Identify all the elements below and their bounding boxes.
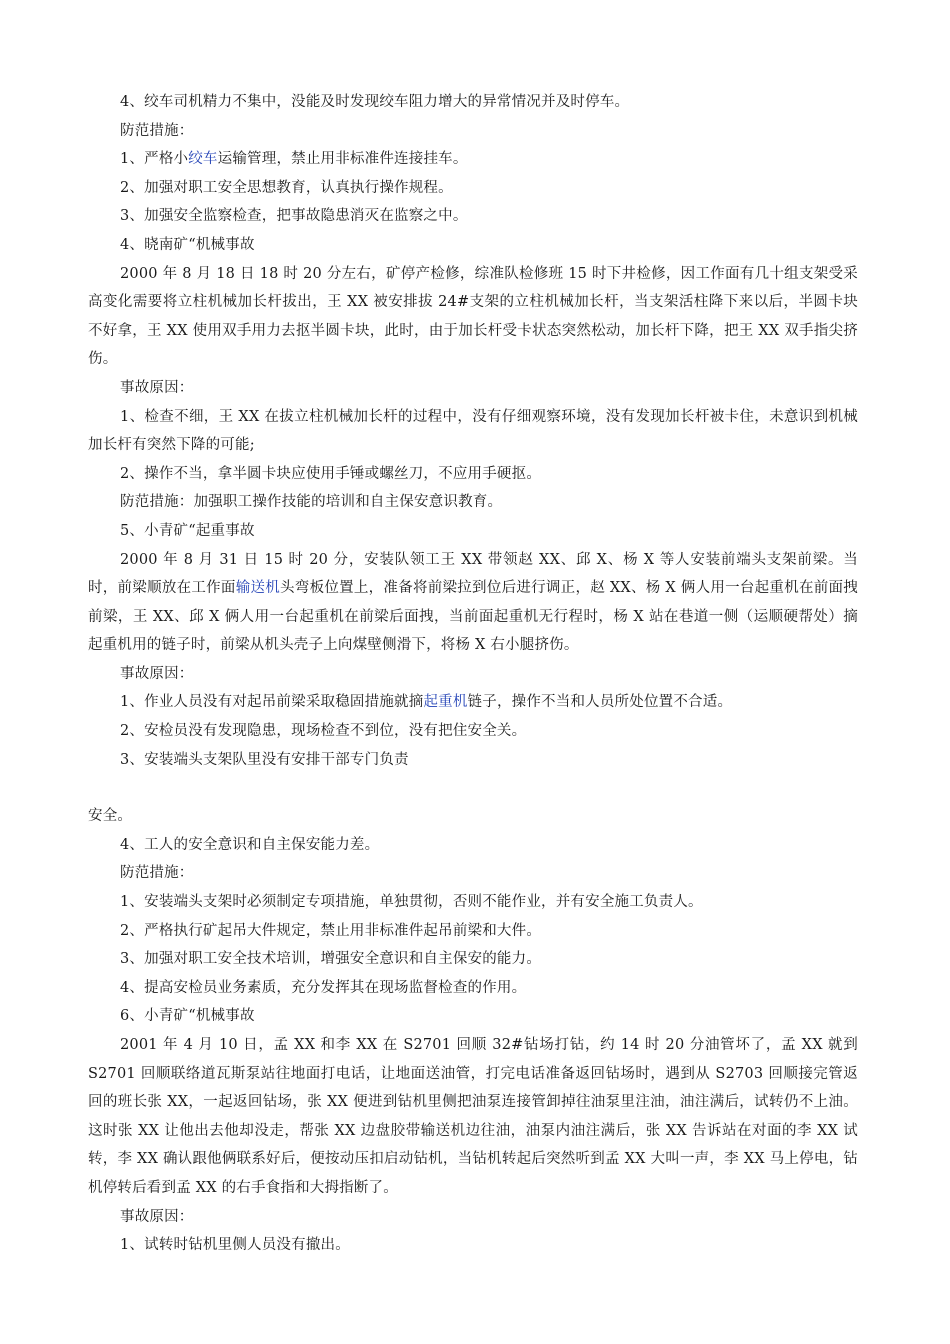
paragraph: 2、严格执行矿起吊大件规定，禁止用非标准件起吊前梁和大件。 bbox=[120, 922, 542, 939]
text-run: 运输管理，禁止用非标准件连接挂车。 bbox=[217, 151, 468, 168]
case-heading: 6、小青矿“机械事故 bbox=[120, 1008, 255, 1025]
case-heading: 5、小青矿“起重事故 bbox=[120, 522, 255, 539]
page-break-gap bbox=[88, 774, 858, 802]
section-heading-cause: 事故原因： bbox=[120, 1208, 194, 1225]
document-body bbox=[88, 88, 858, 1260]
winch-link[interactable]: 绞车 bbox=[188, 151, 218, 168]
paragraph: 安全。 bbox=[88, 808, 133, 825]
crane-link[interactable]: 起重机 bbox=[423, 694, 468, 711]
text-run: 1、严格小 bbox=[120, 151, 189, 168]
paragraph: 4、工人的安全意识和自主保安能力差。 bbox=[120, 836, 380, 853]
section-heading-prevention: 防范措施： bbox=[120, 122, 194, 139]
paragraph bbox=[88, 145, 858, 174]
paragraph: 2、安检员没有发现隐患，现场检查不到位，没有把住安全关。 bbox=[120, 723, 527, 740]
paragraph: 4、绞车司机精力不集中，没能及时发现绞车阻力增大的异常情况并及时停车。 bbox=[120, 94, 630, 110]
text-run: 头弯板位置上，准备将前梁拉到位后进行调正，赵 XX、杨 X 俩人用一台起重机在前面拽前梁，王 XX、邱 X 俩人用一台起重机在前梁后面拽，当前面起重机无行程时，杨 X 站在巷道一侧（运顺硬帮处）摘起重机用的链子时，前梁从机头壳子上向煤壁侧滑下，将杨 X 右小腿挤伤。 bbox=[88, 580, 858, 654]
text-run: 1、作业人员没有对起吊前梁采取稳固措施就摘 bbox=[120, 694, 424, 711]
paragraph: 3、安装端头支架队里没有安排干部专门负责 bbox=[120, 751, 409, 768]
paragraph: 防范措施：加强职工操作技能的培训和自主保安意识教育。 bbox=[120, 494, 503, 511]
paragraph bbox=[88, 688, 858, 717]
text-run: 2000 年 8 月 31 日 15 时 20 分，安装队领工王 XX 带领赵 XX、邱 X、杨 X 等人安装前端头支架前梁。当时，前梁顺放在工作面 bbox=[88, 551, 858, 597]
paragraph: 3、加强对职工安全技术培训，增强安全意识和自主保安的能力。 bbox=[120, 951, 542, 968]
section-heading-cause: 事故原因： bbox=[120, 665, 194, 682]
paragraph: 4、提高安检员业务素质，充分发挥其在现场监督检查的作用。 bbox=[120, 979, 527, 996]
paragraph: 3、加强安全监察检查，把事故隐患消灭在监察之中。 bbox=[120, 208, 468, 225]
section-heading-prevention: 防范措施： bbox=[120, 865, 194, 882]
paragraph: 1、检查不细，王 XX 在拔立柱机械加长杆的过程中，没有仔细观察环境，没有发现加长杆被卡住，未意识到机械加长杆有突然下降的可能; bbox=[88, 408, 858, 454]
conveyor-link[interactable]: 输送机 bbox=[235, 580, 281, 597]
paragraph: 1、试转时钻机里侧人员没有撤出。 bbox=[120, 1237, 350, 1254]
case-description bbox=[88, 546, 858, 660]
case-description: 2001 年 4 月 10 日，孟 XX 和李 XX 在 S2701 回顺 32#钻场打钻，约 14 时 20 分油管坏了，孟 XX 就到 S2701 回顺联络道瓦斯泵站往地面打电话，让地面送油管，打完电话准备返回钻场时，遇到从 S2703 回顺接完管返回的班长张 XX，一起返回钻场，张 XX 便进到钻机里侧把油泵连接管卸掉往油泵里注油，油注满后，试转仍不上油。这时张 XX 让他出去他却没走，帮张 XX 边盘胶带输送机边往油，油泵内油注满后，张 XX 告诉站在对面的李 XX 试转，李 XX 确认跟他俩联系好后，便按动压扣启动钻机，当钻机转起后突然听到孟 XX 大叫一声，李 XX 马上停电，钻机停转后看到孟 XX 的右手食指和大拇指断了。 bbox=[88, 1037, 858, 1196]
case-description: 2000 年 8 月 18 日 18 时 20 分左右，矿停产检修，综准队检修班 15 时下井检修，因工作面有几十组支架受采高变化需要将立柱机械加长杆拔出，王 XX 被安排拔 24#支架的立柱机械加长杆，当支架活柱降下来以后，半圆卡块不好拿，王 XX 使用双手用力去抠半圆卡块，此时，由于加长杆受卡状态突然松动，加长杆下降，把王 XX 双手指尖挤伤。 bbox=[88, 265, 858, 368]
paragraph: 2、加强对职工安全思想教育，认真执行操作规程。 bbox=[120, 179, 453, 196]
paragraph: 2、操作不当，拿半圆卡块应使用手锤或螺丝刀，不应用手硬抠。 bbox=[120, 465, 542, 482]
text-run: 链子，操作不当和人员所处位置不合适。 bbox=[467, 694, 733, 711]
section-heading-cause: 事故原因： bbox=[120, 379, 194, 396]
paragraph: 1、安装端头支架时必须制定专项措施，单独贯彻，否则不能作业，并有安全施工负责人。 bbox=[120, 894, 703, 911]
case-heading: 4、晓南矿“机械事故 bbox=[120, 236, 255, 253]
